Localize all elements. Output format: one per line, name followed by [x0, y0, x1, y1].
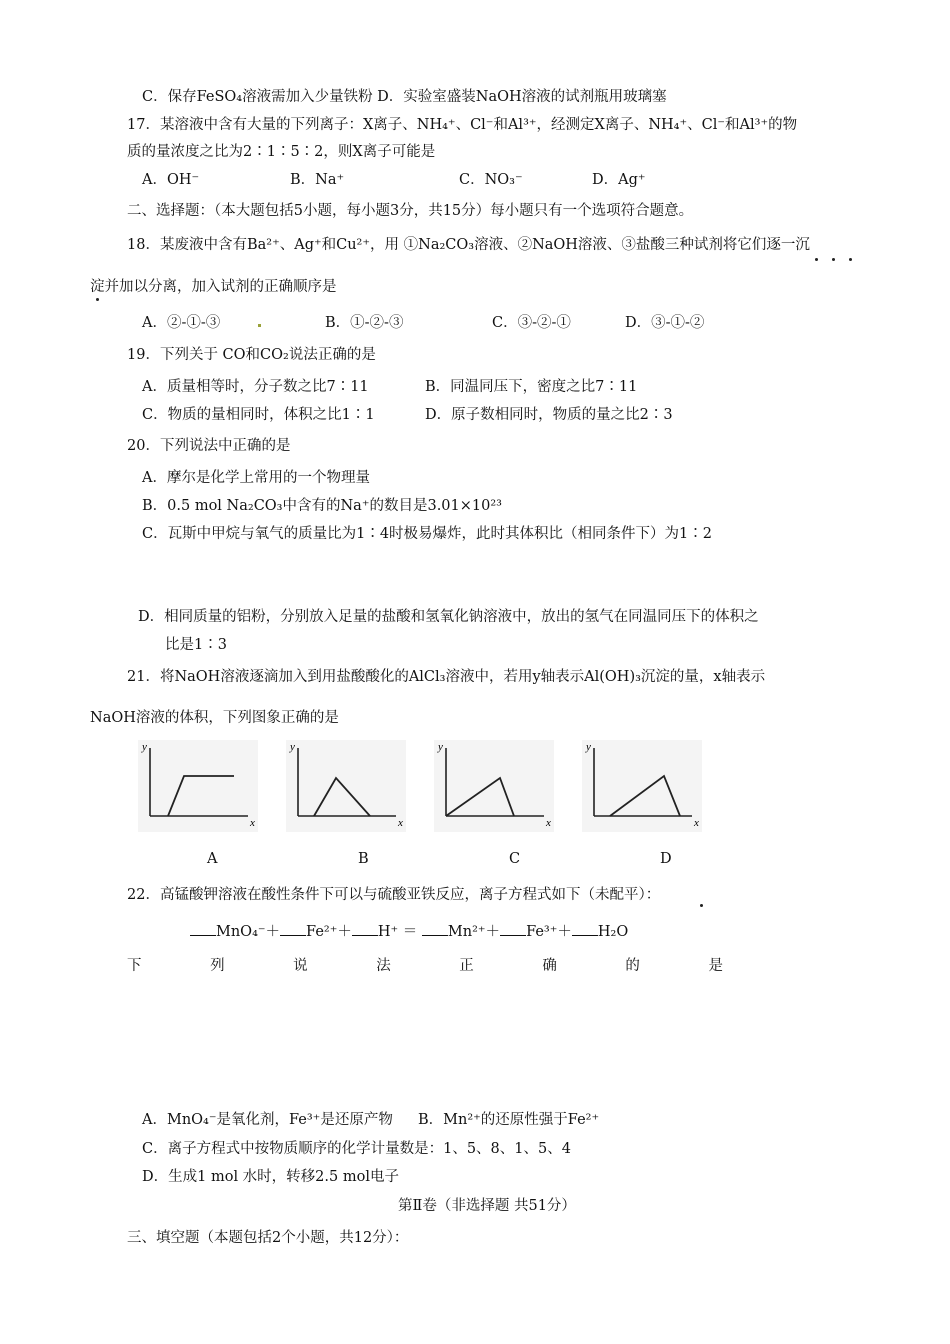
q21-stem-line2: NaOH溶液的体积，下列图象正确的是 [90, 710, 339, 726]
spread-char: 的 [625, 958, 640, 974]
emphasis-dot [849, 258, 852, 261]
q19-option-a: A．质量相等时，分子数之比7∶11 [142, 379, 369, 395]
q17-option-d: D．Ag⁺ [592, 172, 646, 188]
blank [422, 921, 448, 936]
y-axis-label: y [290, 741, 295, 753]
q17-stem-line1: 17．某溶液中含有大量的下列离子：X离子、NH₄⁺、Cl⁻和Al³⁺，经测定X离子、NH₄⁺、Cl⁻和Al³⁺的物 [127, 117, 798, 133]
blank [280, 921, 306, 936]
q18-option-b: B．①-②-③ [325, 315, 404, 331]
spread-char: 列 [210, 958, 225, 974]
graph-a [138, 740, 258, 832]
q22-option-b: B．Mn²⁺的还原性强于Fe²⁺ [418, 1112, 600, 1128]
x-axis-label: x [398, 817, 403, 829]
graph-b [286, 740, 406, 832]
eq-term: MnO₄⁻＋ [216, 924, 281, 940]
q17-stem-line2: 质的量浓度之比为2∶1∶5∶2，则X离子可能是 [127, 144, 436, 160]
graph-c-caption: C [509, 851, 521, 867]
blank [572, 921, 598, 936]
q22-prompt-spread [127, 956, 723, 976]
section-3-heading: 三、填空题（本题包括2个小题，共12分）： [127, 1230, 409, 1246]
q22-equation [190, 921, 628, 942]
q20-option-b: B．0.5 mol Na₂CO₃中含有的Na⁺的数目是3.01×10²³ [142, 498, 502, 514]
blank [190, 921, 216, 936]
q19-option-d: D．原子数相同时，物质的量之比2∶3 [425, 407, 673, 423]
x-axis-label: x [546, 817, 551, 829]
q20-option-d-line1: D．相同质量的铝粉，分别放入足量的盐酸和氢氧化钠溶液中，放出的氢气在同温同压下的体积之 [138, 609, 759, 625]
y-axis-label: y [142, 741, 147, 753]
eq-term: H₂O [597, 924, 629, 940]
spread-char: 是 [708, 958, 723, 974]
blank [352, 921, 378, 936]
emphasis-dot [832, 258, 835, 261]
q20-option-a: A．摩尔是化学上常用的一个物理量 [142, 470, 370, 486]
q18-stem-line2: 淀并加以分离，加入试剂的正确顺序是 [90, 279, 337, 295]
spread-char: 说 [293, 958, 308, 974]
q18-stem-line1: 18．某废液中含有Ba²⁺、Ag⁺和Cu²⁺，用 ①Na₂CO₃溶液、②NaOH溶液、③盐酸三种试剂将它们逐一沉 [127, 237, 810, 253]
q22-option-c: C．离子方程式中按物质顺序的化学计量数是：1、5、8、1、5、4 [142, 1141, 571, 1157]
q20-option-c: C．瓦斯中甲烷与氧气的质量比为1∶4时极易爆炸，此时其体积比（相同条件下）为1∶2 [142, 526, 712, 542]
section-2-heading: 二、选择题：（本大题包括5小题，每小题3分，共15分）每小题只有一个选项符合题意。 [127, 203, 694, 219]
spread-char: 确 [542, 958, 557, 974]
graph-a-caption: A [207, 851, 218, 867]
q17-option-b: B．Na⁺ [290, 172, 345, 188]
q17-option-c: C．NO₃⁻ [459, 172, 523, 188]
spread-char: 下 [127, 958, 142, 974]
emphasis-dot [815, 258, 818, 261]
q18-option-d: D．③-①-② [625, 315, 705, 331]
y-axis-label: y [438, 741, 443, 753]
graph-c [434, 740, 554, 832]
blank [500, 921, 526, 936]
y-axis-label: y [586, 741, 591, 753]
eq-term: Mn²⁺＋ [447, 924, 501, 940]
q19-option-c: C．物质的量相同时，体积之比1∶1 [142, 407, 375, 423]
q22-option-d: D．生成1 mol 水时，转移2.5 mol电子 [142, 1169, 399, 1185]
eq-term: Fe³⁺＋ [526, 924, 572, 940]
q17-option-a: A．OH⁻ [142, 172, 200, 188]
q20-stem: 20．下列说法中正确的是 [127, 438, 291, 454]
emphasis-dot [700, 904, 703, 907]
q19-option-b: B．同温同压下，密度之比7∶11 [425, 379, 638, 395]
x-axis-label: x [250, 817, 255, 829]
graph-d-caption: D [660, 851, 672, 867]
eq-term: Fe²⁺＋ [306, 924, 352, 940]
q22-option-a: A．MnO₄⁻是氧化剂，Fe³⁺是还原产物 [142, 1112, 393, 1128]
graph-d [582, 740, 702, 832]
q20-option-d-line2: 比是1∶3 [165, 637, 227, 653]
q18-option-c: C．③-②-① [492, 315, 571, 331]
emphasis-dot [96, 298, 99, 301]
q22-stem: 22．高锰酸钾溶液在酸性条件下可以与硫酸亚铁反应，离子方程式如下（未配平）： [127, 887, 661, 903]
q18-option-a: A．②-①-③ [142, 315, 221, 331]
graph-b-caption: B [358, 851, 369, 867]
spread-char: 法 [376, 958, 391, 974]
q19-stem: 19．下列关于 CO和CO₂说法正确的是 [127, 347, 376, 363]
q21-stem-line1: 21．将NaOH溶液逐滴加入到用盐酸酸化的AlCl₃溶液中，若用y轴表示Al(OH)₃沉淀的量，x轴表示 [127, 669, 766, 685]
eq-term: H⁺ ＝ [377, 924, 422, 940]
x-axis-label: x [694, 817, 699, 829]
stray-mark [258, 324, 261, 327]
spread-char: 正 [459, 958, 474, 974]
part-2-title: 第Ⅱ卷（非选择题 共51分） [398, 1198, 576, 1214]
q16-option-c-d: C．保存FeSO₄溶液需加入少量铁粉 D．实验室盛装NaOH溶液的试剂瓶用玻璃塞 [142, 89, 667, 105]
